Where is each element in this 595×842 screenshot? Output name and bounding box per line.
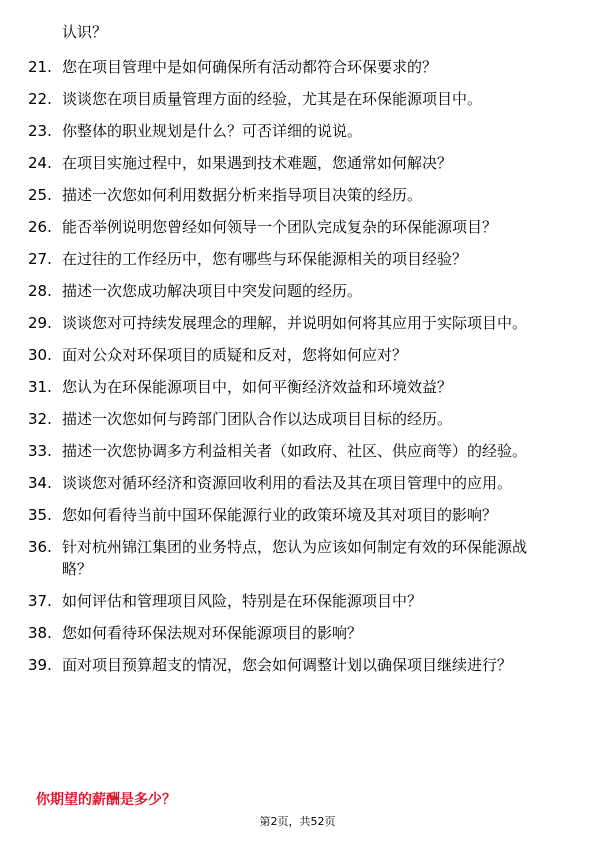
question-item <box>0 590 595 612</box>
question-number: 23. <box>28 122 52 140</box>
question-text: 您如何看待当前中国环保能源行业的政策环境及其对项目的影响？ <box>62 506 498 524</box>
question-text: 您在项目管理中是如何确保所有活动都符合环保要求的？ <box>62 58 438 76</box>
question-text: 面对公众对环保项目的质疑和反对，您将如何应对？ <box>62 346 408 364</box>
question-number: 28. <box>28 282 52 300</box>
question-text: 如何评估和管理项目风险，特别是在环保能源项目中？ <box>62 592 423 610</box>
question-text: 你整体的职业规划是什么？可否详细的说说。 <box>62 122 363 140</box>
page-footer: 第2页，共52页 <box>259 815 336 828</box>
question-number: 34. <box>28 474 52 492</box>
question-item <box>0 622 595 644</box>
question-item <box>0 504 595 526</box>
question-number: 26. <box>28 218 52 236</box>
question-text: 谈谈您对可持续发展理念的理解，并说明如何将其应用于实际项目中。 <box>62 314 528 332</box>
question-text: 描述一次您如何利用数据分析来指导项目决策的经历。 <box>62 186 423 204</box>
question-item <box>0 440 595 462</box>
section-heading: 你期望的薪酬是多少？ <box>36 792 176 808</box>
question-number: 31. <box>28 378 52 396</box>
question-number: 25. <box>28 186 52 204</box>
question-item <box>0 56 595 78</box>
continued-question-text: 认识？ <box>62 23 108 41</box>
question-item <box>0 152 595 174</box>
question-text: 描述一次您如何与跨部门团队合作以达成项目目标的经历。 <box>62 410 453 428</box>
question-text: 在项目实施过程中，如果遇到技术难题，您通常如何解决？ <box>62 154 453 172</box>
question-text: 谈谈您对循环经济和资源回收利用的看法及其在项目管理中的应用。 <box>62 474 513 492</box>
question-number: 38. <box>28 624 52 642</box>
question-item <box>0 344 595 366</box>
question-item <box>0 88 595 110</box>
question-text: 描述一次您协调多方利益相关者（如政府、社区、供应商等）的经验。 <box>62 442 528 460</box>
question-item <box>0 654 595 676</box>
question-text: 能否举例说明您曾经如何领导一个团队完成复杂的环保能源项目？ <box>62 218 498 236</box>
question-number: 24. <box>28 154 52 172</box>
question-item <box>0 536 595 580</box>
question-number: 32. <box>28 410 52 428</box>
question-number: 33. <box>28 442 52 460</box>
question-item <box>0 216 595 238</box>
question-number: 27. <box>28 250 52 268</box>
question-item <box>0 408 595 430</box>
question-item <box>0 472 595 494</box>
question-text: 您如何看待环保法规对环保能源项目的影响？ <box>62 624 363 642</box>
question-number: 29. <box>28 314 52 332</box>
question-number: 35. <box>28 506 52 524</box>
question-number: 21. <box>28 58 52 76</box>
question-number: 22. <box>28 90 52 108</box>
question-list <box>0 56 595 686</box>
question-item <box>0 280 595 302</box>
question-text: 面对项目预算超支的情况，您会如何调整计划以确保项目继续进行？ <box>62 656 513 674</box>
question-item <box>0 312 595 334</box>
question-text: 您认为在环保能源项目中，如何平衡经济效益和环境效益？ <box>62 378 453 396</box>
question-number: 30. <box>28 346 52 364</box>
question-item <box>0 120 595 142</box>
question-text: 在过往的工作经历中，您有哪些与环保能源相关的项目经验？ <box>62 250 468 268</box>
question-number: 39. <box>28 656 52 674</box>
question-text: 描述一次您成功解决项目中突发问题的经历。 <box>62 282 363 300</box>
question-text: 谈谈您在项目质量管理方面的经验，尤其是在环保能源项目中。 <box>62 90 483 108</box>
question-item <box>0 248 595 270</box>
question-number: 36. <box>28 538 52 556</box>
question-number: 37. <box>28 592 52 610</box>
question-text: 针对杭州锦江集团的业务特点，您认为应该如何制定有效的环保能源战略？ <box>62 538 528 578</box>
question-item <box>0 376 595 398</box>
question-item <box>0 184 595 206</box>
